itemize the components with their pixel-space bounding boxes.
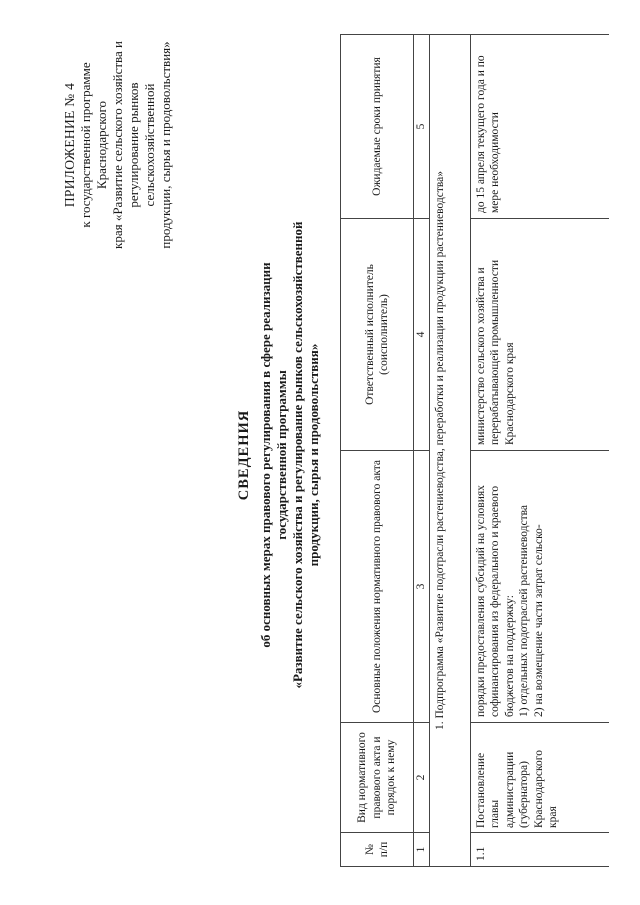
- column-number: 2: [414, 723, 430, 833]
- title-line: «Развитие сельского хозяйства и регулирование рынков сельскохозяйственной: [290, 221, 305, 689]
- appendix-line: к государственной программе Краснодарского: [78, 62, 109, 228]
- table-row: [470, 35, 609, 867]
- header-cell-provisions: Основные положения нормативного правового акта: [341, 451, 414, 723]
- title-line: об основных мерах правового регулирования в сфере реализации: [258, 262, 273, 648]
- appendix-block: [62, 25, 174, 265]
- header-cell-number: № п/п: [341, 833, 414, 867]
- column-number: 3: [414, 451, 430, 723]
- appendix-line: продукции, сырья и продовольствия»: [158, 41, 173, 249]
- appendix-heading: ПРИЛОЖЕНИЕ № 4: [62, 82, 77, 208]
- row-term: до 15 апреля текущего года и по мере необходимости: [470, 35, 609, 219]
- table-header-row: [341, 35, 414, 867]
- appendix-line: регулирование рынков сельскохозяйственной: [126, 82, 157, 208]
- column-number-row: [414, 35, 430, 867]
- column-number: 4: [414, 219, 430, 451]
- provision-line: 1) отдельных подотраслей растениеводства: [518, 504, 530, 717]
- provision-line: порядки предоставления субсидий на условиях софинансирования из федерального и краевого бюджетов на поддержку:: [474, 485, 516, 717]
- subprogram-row: [429, 35, 470, 867]
- title-line: государственной программы: [274, 370, 289, 540]
- row-executor: министерство сельского хозяйства и перерабатывающей промышленности Краснодарского края: [470, 219, 609, 451]
- row-provisions: [470, 451, 609, 723]
- title-main: СВЕДЕНИЯ: [236, 409, 252, 501]
- measures-table: [340, 34, 609, 867]
- title-line: продукции, сырья и продовольствия»: [306, 343, 321, 567]
- document-title: [236, 45, 322, 865]
- subprogram-title: 1. Подпрограмма «Развитие подотрасли растениеводства, переработки и реализации продукции растениеводства»: [429, 35, 470, 867]
- header-cell-act-type: Вид нормативного правового акта и порядок к нему: [341, 723, 414, 833]
- row-number: 1.1: [470, 833, 609, 867]
- column-number: 5: [414, 35, 430, 219]
- header-cell-term: Ожидаемые сроки принятия: [341, 35, 414, 219]
- provision-line: 2) на возмещение части затрат сельско-: [532, 524, 545, 717]
- row-act-type: Постановление главы администрации (губернатора) Краснодарского края: [470, 723, 609, 833]
- appendix-line: края «Развитие сельского хозяйства и: [110, 41, 125, 249]
- header-cell-executor: Ответственный исполнитель (соисполнитель): [341, 219, 414, 451]
- column-number: 1: [414, 833, 430, 867]
